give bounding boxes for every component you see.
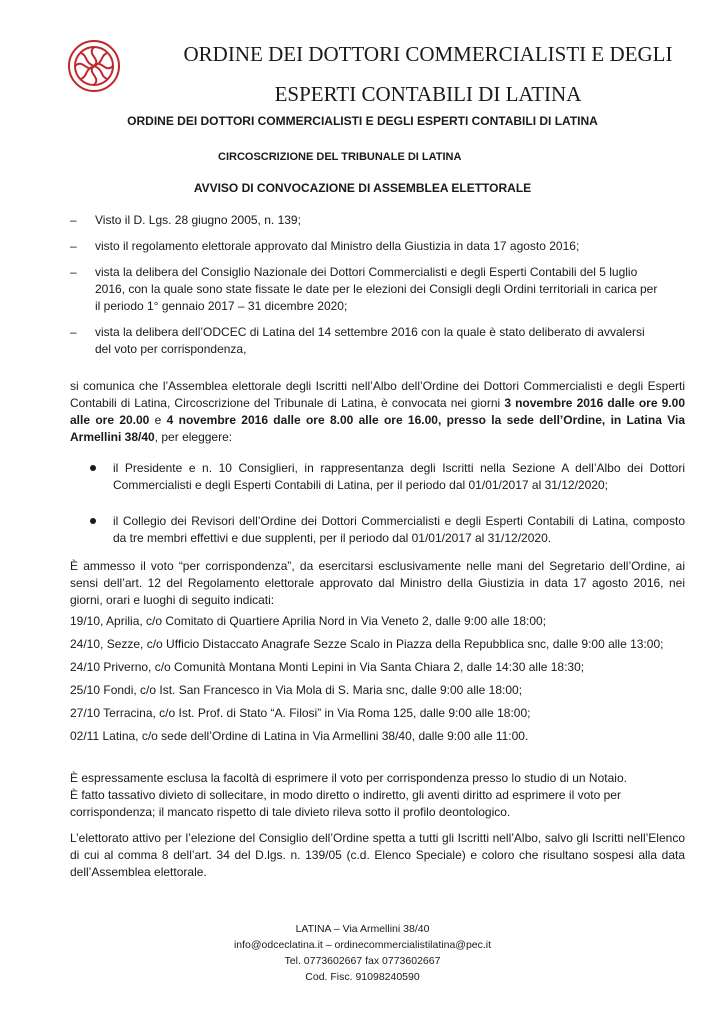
- circoscrizione-heading: CIRCOSCRIZIONE DEL TRIBUNALE DI LATINA: [218, 151, 462, 163]
- correspondence-vote-paragraph: È ammesso il voto “per corrispondenza”, da esercitarsi esclusivamente nelle mani del Segretario dell’Ordine, ai sensi dell’art. 12 del Regolamento elettorale approvato dal Ministro della Giustizia in data 17 agosto 2016, nei giorni, orari e luoghi di seguito indicati:: [70, 559, 685, 607]
- header-title-line1: ORDINE DEI DOTTORI COMMERCIALISTI E DEGLI: [183, 42, 673, 66]
- avviso-title: AVVISO DI CONVOCAZIONE DI ASSEMBLEA ELETTORALE: [193, 181, 532, 195]
- bullet-text: il Collegio dei Revisori dell’Ordine dei Dottori Commercialisti e degli Esperti Contabili di Latina, composto da tre membri effettivi e due supplenti, per il periodo dal 01/01/2017 al 31/12/2020.: [113, 514, 685, 545]
- document-subtitle: ORDINE DEI DOTTORI COMMERCIALISTI E DEGLI ESPERTI CONTABILI DI LATINA: [127, 114, 598, 128]
- election-bullets: [88, 460, 685, 547]
- header-title-line2: ESPERTI CONTABILI DI LATINA: [274, 82, 582, 106]
- footer-phone: Tel. 0773602667 fax 0773602667: [284, 955, 441, 967]
- solicitation-ban-line: È fatto tassativo divieto di sollecitare, in modo diretto o indiretto, gli aventi diritto ad esprimere il voto per corrispondenza; il mancato rispetto di tale divieto rileva sotto il profilo deontologico.: [70, 788, 621, 819]
- visto-text: Visto il D. Lgs. 28 giugno 2005, n. 139;: [95, 213, 301, 227]
- visto-text: vista la delibera del Consiglio Nazionale dei Dottori Commercialisti e degli Esperti Contabili del 5 luglio 2016, con la quale sono state fissate le date per le elezioni dei Consigli degli Ordini territoriali in carica per il periodo 1° gennaio 2017 – 31 dicembre 2020;: [95, 265, 658, 313]
- dash-marker: –: [70, 265, 77, 279]
- voting-place: 19/10, Aprilia, c/o Comitato di Quartiere Aprilia Nord in Via Veneto 2, dalle 9:00 alle 18:00;: [70, 614, 547, 628]
- convocation-text: si comunica che l’Assemblea elettorale degli Iscritti nell’Albo dell’Ordine dei Dottori Commercialisti e degli Esperti Contabili di Latina, Circoscrizione del Tribunale di Latina, è convocata nei giorni: [70, 379, 685, 410]
- visto-list: [70, 212, 660, 367]
- voting-places-list: [70, 613, 685, 751]
- notary-exclusion-paragraph: [70, 770, 685, 821]
- convocation-date2-place: 4 novembre 2016 dalle ore 8.00 alle ore 16.00, presso la sede dell’Ordine, in Latina Via Armellini 38/40: [70, 413, 686, 444]
- bullet-icon: [90, 465, 96, 471]
- visto-item: [70, 238, 660, 255]
- convocation-text: e: [149, 413, 167, 427]
- voting-place: 02/11 Latina, c/o sede dell’Ordine di Latina in Via Armellini 38/40, dalle 9:00 alle 11:00.: [70, 729, 529, 743]
- visto-text: vista la delibera dell’ODCEC di Latina del 14 settembre 2016 con la quale è stato deliberato di avvalersi del voto per corrispondenza,: [95, 325, 645, 356]
- footer-address: LATINA – Via Armellini 38/40: [295, 923, 430, 935]
- order-logo: [66, 38, 122, 94]
- voting-place: 25/10 Fondi, c/o Ist. San Francesco in Via Mola di S. Maria snc, dalle 9:00 alle 18:00;: [70, 683, 523, 697]
- convocation-date1: 3 novembre 2016 dalle ore 9.00 alle ore 20.00: [70, 396, 685, 427]
- voting-place: 24/10, Sezze, c/o Ufficio Distaccato Anagrafe Sezze Scalo in Piazza della Repubblica snc, dalle 9:00 alle 13:00;: [70, 637, 664, 651]
- voting-place: 24/10 Priverno, c/o Comunità Montana Monti Lepini in Via Santa Chiara 2, dalle 14:30 alle 18:30;: [70, 660, 585, 674]
- visto-item: [70, 324, 660, 358]
- dash-marker: –: [70, 239, 77, 253]
- visto-text: visto il regolamento elettorale approvato dal Ministro della Giustizia in data 17 agosto 2016;: [95, 239, 580, 253]
- footer: [0, 921, 725, 985]
- convocation-paragraph: [70, 378, 685, 446]
- bullet-item: [88, 513, 685, 547]
- footer-tax-code: Cod. Fisc. 91098240590: [305, 971, 420, 983]
- visto-item: [70, 264, 660, 315]
- electorate-paragraph: L’elettorato attivo per l’elezione del Consiglio dell’Ordine spetta a tutti gli Iscritti nell’Albo, salvo gli Iscritti nell’Elenco di cui al comma 8 dell’art. 34 del D.lgs. n. 139/05 (c.d. Elenco Speciale) e coloro che risultano sospesi alla data dell’Assemblea elettorale.: [70, 831, 685, 879]
- notary-exclusion-line: È espressamente esclusa la facoltà di esprimere il voto per corrispondenza presso lo studio di un Notaio.: [70, 771, 627, 785]
- bullet-text: il Presidente e n. 10 Consiglieri, in rappresentanza degli Iscritti nella Sezione A dell’Albo dei Dottori Commercialisti e degli Esperti Contabili di Latina, per il periodo dal 01/01/2017 al 31/12/2020;: [113, 461, 685, 492]
- convocation-text: , per eleggere:: [154, 430, 233, 444]
- voting-place: 27/10 Terracina, c/o Ist. Prof. di Stato “A. Filosi” in Via Roma 125, dalle 9:00 alle 18:00;: [70, 706, 531, 720]
- dash-marker: –: [70, 325, 77, 339]
- visto-item: [70, 212, 660, 229]
- footer-email[interactable]: info@odceclatina.it – ordinecommercialistilatina@pec.it: [233, 939, 492, 951]
- header-title: [148, 42, 708, 106]
- dash-marker: –: [70, 213, 77, 227]
- bullet-icon: [90, 518, 96, 524]
- bullet-item: [88, 460, 685, 494]
